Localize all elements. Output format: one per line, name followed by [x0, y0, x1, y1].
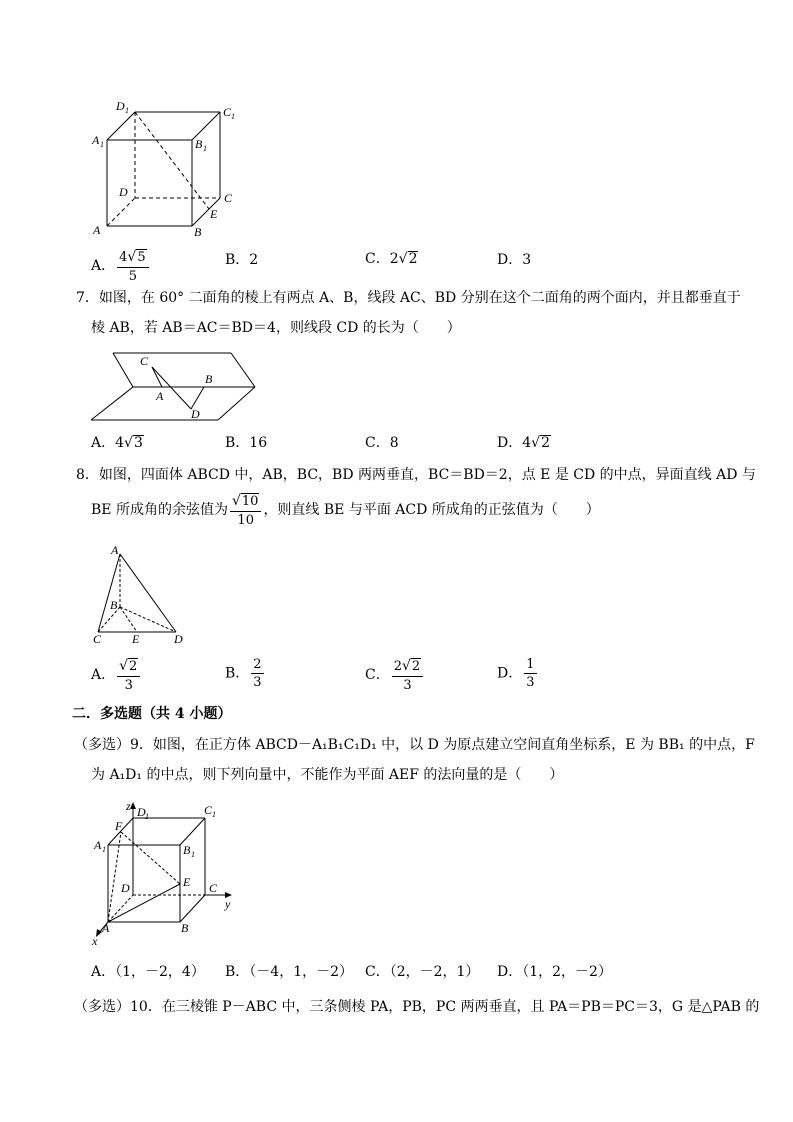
svg-text:1: 1	[100, 140, 104, 149]
label-F: F	[115, 819, 123, 833]
label-B: B	[205, 372, 213, 386]
section-title-multi-choice: 二．多选题（共 4 小题）	[72, 706, 232, 722]
q8-cos-fraction: √ 10 10	[230, 493, 261, 527]
svg-text:1: 1	[203, 144, 207, 153]
label-B1: B	[195, 137, 203, 151]
label-A: A	[102, 921, 110, 935]
q8-text-line2: BE 所成角的余弦值为 √ 10 10 ，则直线 BE 与平面 ACD 所成角的正弦值为（ ）	[91, 493, 600, 528]
q9-option-b[interactable]: B．（－4，1，－2）	[225, 964, 354, 980]
q9-option-a[interactable]: A．（1，－2，4）	[91, 964, 205, 980]
q9-text-line1: （多选）9．如图，在正方体 ABCD－A₁B₁C₁D₁ 中，以 D 为原点建立空间直角坐标系，E 为 BB₁ 的中点，F	[74, 737, 755, 753]
q6-option-d[interactable]: D．3	[497, 252, 532, 268]
q7-option-b[interactable]: B．16	[225, 435, 268, 451]
label-B: B	[194, 225, 202, 239]
label-D1: D	[116, 99, 125, 113]
label-A: A	[111, 543, 119, 557]
label-C: C	[209, 881, 218, 895]
label-A: A	[93, 223, 101, 237]
q7-option-c[interactable]: C．8	[365, 435, 399, 451]
q7-text-line1: 7．如图，在 60° 二面角的棱上有两点 A、B，线段 AC、BD 分别在这个二面角的两个面内，并且都垂直于	[76, 290, 741, 306]
q8-text-line1: 8．如图，四面体 ABCD 中，AB，BC，BD 两两垂直，BC＝BD＝2，点 E 是 CD 的中点，异面直线 AD 与	[76, 467, 756, 483]
label-D: D	[191, 407, 200, 421]
q9-cube-axes-figure	[88, 800, 248, 948]
q6-option-c[interactable]: C．2 √ 2	[365, 251, 418, 267]
q8-option-a[interactable]: A． √ 2 3	[91, 658, 142, 692]
q7-text-line2: 棱 AB，若 AB＝AC＝BD＝4，则线段 CD 的长为（ ）	[91, 320, 461, 336]
q8-option-b[interactable]: B． $\frac{2}{3}$	[225, 657, 262, 690]
svg-text:1: 1	[212, 810, 216, 819]
q6-option-a-fraction: 4 √ 5 5	[117, 249, 148, 283]
svg-text:1: 1	[231, 112, 235, 121]
svg-text:1: 1	[145, 812, 149, 821]
q9-option-c[interactable]: C．（2，－2，1）	[365, 964, 480, 980]
label-D: D	[174, 632, 183, 646]
label-D: D	[121, 881, 130, 895]
q6-option-a[interactable]: A． 4 √ 5 5	[91, 249, 151, 283]
q6-option-b[interactable]: B．2	[225, 252, 259, 268]
q9-option-d[interactable]: D．（1，2，－2）	[497, 964, 612, 980]
label-y: y	[225, 897, 231, 911]
label-D: D	[119, 185, 128, 199]
label-B1: B	[183, 843, 191, 857]
label-C1: C	[204, 803, 213, 817]
label-C1: C	[223, 105, 232, 119]
label-B: B	[181, 921, 189, 935]
q8-tetrahedron-figure	[90, 542, 190, 647]
label-D1: D	[137, 805, 146, 819]
svg-text:1: 1	[191, 850, 195, 859]
q7-dihedral-figure	[88, 345, 263, 425]
label-z: z	[126, 799, 131, 813]
label-E: E	[210, 207, 218, 221]
label-A1: A	[94, 838, 102, 852]
label-A1: A	[92, 133, 100, 147]
svg-text:1: 1	[102, 845, 106, 854]
q9-text-line2: 为 A₁D₁ 的中点，则下列向量中，不能作为平面 AEF 的法向量的是（ ）	[91, 767, 564, 783]
label-E: E	[183, 875, 191, 889]
label-x: x	[92, 934, 98, 948]
label-E: E	[132, 632, 140, 646]
label-B: B	[110, 598, 118, 612]
label-C: C	[93, 632, 102, 646]
q6-cube-figure	[85, 96, 255, 241]
q7-option-a[interactable]: A．4 √ 3	[91, 435, 143, 451]
q8-option-c[interactable]: C． 2 √ 2 3	[365, 658, 425, 692]
label-C: C	[140, 354, 149, 368]
q10-text-line1: （多选）10．在三棱锥 P－ABC 中，三条侧棱 PA，PB，PC 两两垂直，且 PA＝PB＝PC＝3，G 是△PAB 的	[74, 999, 760, 1015]
svg-text:1: 1	[125, 106, 129, 115]
label-A: A	[156, 389, 164, 403]
q7-option-d[interactable]: D．4 √ 2	[497, 435, 550, 451]
label-C: C	[224, 191, 233, 205]
q8-option-d[interactable]: D． $\frac{1}{3}$	[497, 657, 535, 690]
